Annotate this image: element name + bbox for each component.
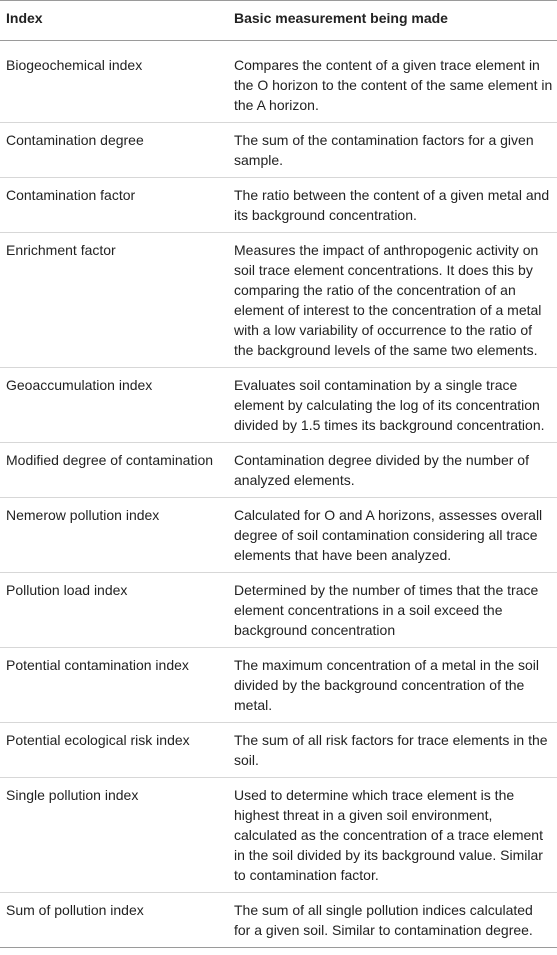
table-row [0,573,557,648]
measurement-cell: Measures the impact of anthropogenic activity on soil trace element concentrations. It does this by comparing the ratio of the concentration of an element of interest to the concentration of a metal with a low variability of occurrence to the ratio of the background levels of the same two elements. [226,233,557,368]
header-row [0,1,557,41]
index-cell: Pollution load index [0,573,226,648]
measurement-cell: The maximum concentration of a metal in the soil divided by the background concentration of the metal. [226,648,557,723]
index-cell: Nemerow pollution index [0,498,226,573]
index-cell: Enrichment factor [0,233,226,368]
table-row [0,778,557,893]
index-cell: Sum of pollution index [0,893,226,948]
measurement-cell: Compares the content of a given trace element in the O horizon to the content of the same element in the A horizon. [226,41,557,123]
table-row [0,498,557,573]
index-cell: Geoaccumulation index [0,368,226,443]
index-cell: Modified degree of contamination [0,443,226,498]
index-cell: Biogeochemical index [0,41,226,123]
measurement-cell: The sum of all risk factors for trace elements in the soil. [226,723,557,778]
table-row [0,723,557,778]
index-cell: Potential ecological risk index [0,723,226,778]
measurement-cell: The sum of the contamination factors for a given sample. [226,123,557,178]
index-cell: Contamination degree [0,123,226,178]
measurement-cell: Evaluates soil contamination by a single trace element by calculating the log of its concentration divided by 1.5 times its background concentration. [226,368,557,443]
table-row [0,178,557,233]
header-index: Index [6,10,43,26]
table-row [0,443,557,498]
table-row [0,123,557,178]
table-row [0,648,557,723]
table-row [0,368,557,443]
table-row [0,41,557,123]
table-row [0,233,557,368]
measurement-cell: Determined by the number of times that the trace element concentrations in a soil exceed the background concentration [226,573,557,648]
measurement-cell: Used to determine which trace element is the highest threat in a given soil environment, calculated as the concentration of a trace element in the soil divided by its background value. Similar to contamination factor. [226,778,557,893]
table-body [0,41,557,948]
table-row [0,893,557,948]
measurement-cell: The ratio between the content of a given metal and its background concentration. [226,178,557,233]
index-cell: Contamination factor [0,178,226,233]
measurement-cell: Calculated for O and A horizons, assesses overall degree of soil contamination considering all trace elements that have been analyzed. [226,498,557,573]
header-measurement: Basic measurement being made [234,10,448,26]
measurement-cell: The sum of all single pollution indices calculated for a given soil. Similar to contamination degree. [226,893,557,948]
measurement-cell: Contamination degree divided by the number of analyzed elements. [226,443,557,498]
table-header [0,1,557,41]
index-cell: Potential contamination index [0,648,226,723]
index-cell: Single pollution index [0,778,226,893]
